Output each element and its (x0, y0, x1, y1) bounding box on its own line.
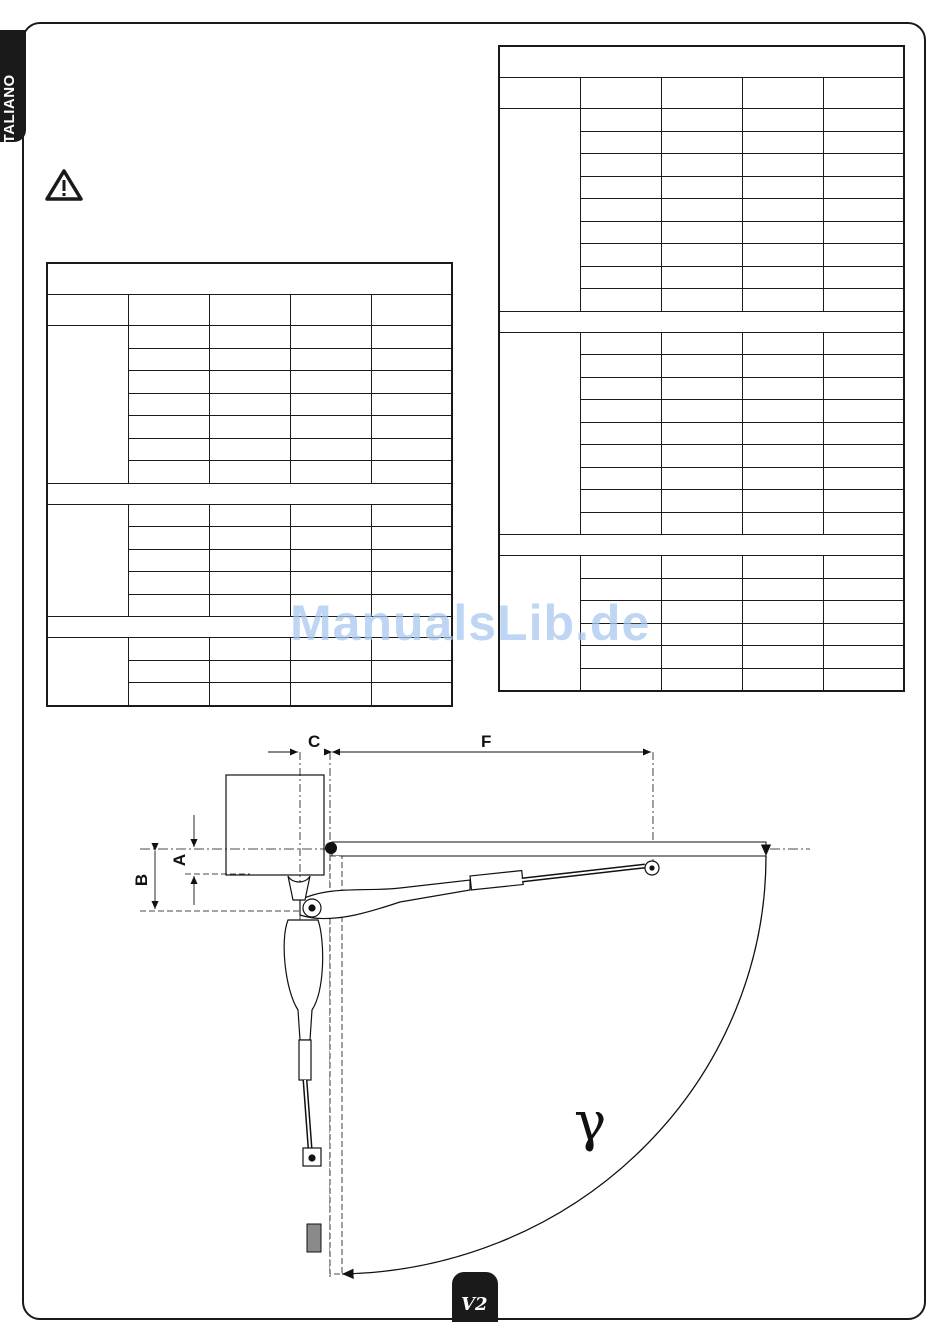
opening-arc (342, 856, 766, 1274)
gate-leaf-closed (332, 842, 766, 856)
watermark: ManualsLib.de (290, 595, 651, 651)
opening-angle-label: γ (574, 1090, 607, 1153)
pillar (226, 775, 324, 875)
gate-stop (307, 1224, 321, 1252)
dimension-c-label: C (308, 732, 321, 751)
hinge-point (325, 842, 337, 854)
operator-open (284, 876, 323, 1166)
brand-logo: V2 (461, 1294, 488, 1315)
dimension-a-label: A (170, 853, 190, 867)
operator-closed (300, 861, 659, 919)
dimension-b-label: B (132, 873, 152, 887)
language-label: ITALIANO (1, 74, 18, 148)
dimension-f-label: F (481, 732, 492, 751)
